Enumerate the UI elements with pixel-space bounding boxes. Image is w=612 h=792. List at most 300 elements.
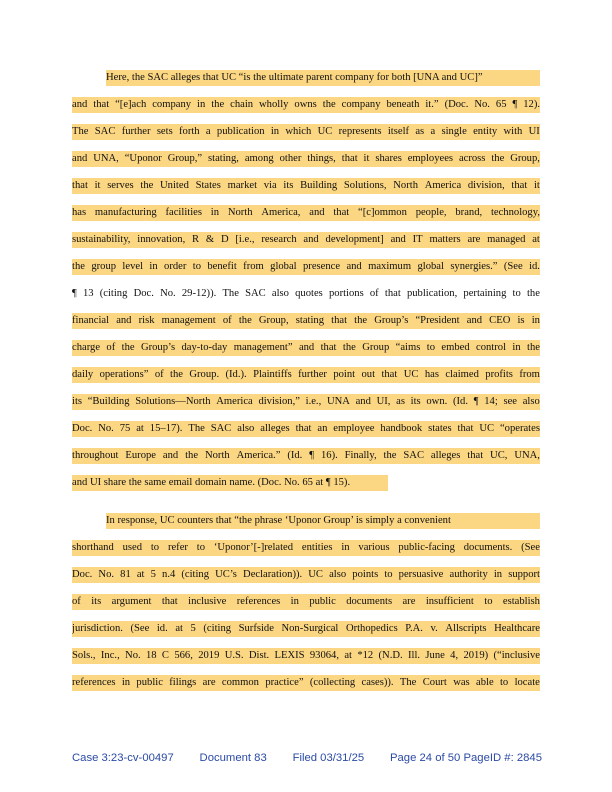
- word: group: [91, 261, 117, 272]
- text-line: [72, 259, 540, 275]
- word: shorthand: [72, 542, 114, 553]
- word: “President: [415, 315, 460, 326]
- word: able: [476, 677, 494, 688]
- word: also: [271, 288, 289, 299]
- text-line: [72, 621, 540, 637]
- word: 2019: [198, 650, 220, 661]
- word: establish: [502, 596, 540, 607]
- word: (citing: [203, 623, 232, 634]
- word: States: [195, 180, 221, 191]
- word: that: [295, 423, 312, 434]
- word: manufacturing: [94, 207, 157, 218]
- word: D: [220, 234, 229, 245]
- word: [i.e.,: [235, 234, 255, 245]
- word: and: [390, 234, 406, 245]
- word: The: [222, 288, 239, 299]
- word: the: [322, 99, 336, 110]
- word: (Id.).: [225, 369, 247, 380]
- word: 2019): [463, 650, 489, 661]
- word: UNA: [326, 396, 350, 407]
- word: Building: [300, 180, 338, 191]
- word: to: [426, 342, 435, 353]
- word: SAC: [94, 126, 116, 137]
- word: Finally,: [344, 450, 377, 461]
- word: America: [216, 396, 253, 407]
- word: 29-12)).: [181, 288, 217, 299]
- word: control: [476, 342, 507, 353]
- word: and: [303, 234, 319, 245]
- word: its: [91, 596, 102, 607]
- word: Sols.,: [72, 650, 96, 661]
- word: Plaintiffs: [253, 369, 292, 380]
- word: daily: [72, 369, 94, 380]
- text-line: [72, 97, 540, 113]
- word: from: [519, 369, 540, 380]
- word: of: [222, 315, 232, 326]
- word: it: [94, 180, 101, 191]
- word: “[e]ach: [115, 99, 147, 110]
- word: a: [205, 126, 211, 137]
- word: its: [72, 396, 83, 407]
- word: research: [261, 234, 297, 245]
- word: points: [352, 569, 379, 580]
- word: are: [402, 596, 416, 607]
- word: chain: [230, 99, 254, 110]
- word: (See: [130, 623, 150, 634]
- word: wholly: [259, 99, 289, 110]
- word: UNA,: [514, 450, 540, 461]
- word: in: [531, 315, 540, 326]
- word: the: [185, 450, 199, 461]
- word: locate: [514, 677, 540, 688]
- word: global: [270, 261, 297, 272]
- word: an: [317, 423, 328, 434]
- word: 4,: [450, 650, 459, 661]
- word: UC: [479, 423, 495, 434]
- word: No.: [160, 288, 176, 299]
- word: entity: [473, 126, 498, 137]
- word: development]: [325, 234, 384, 245]
- word: sets: [156, 126, 173, 137]
- word: also: [237, 423, 255, 434]
- word: owns: [294, 99, 317, 110]
- word: No.: [125, 650, 141, 661]
- word: Group,: [258, 315, 289, 326]
- word: that: [467, 450, 484, 461]
- word: IT: [412, 234, 423, 245]
- word: is: [517, 315, 525, 326]
- word: (See: [521, 542, 540, 553]
- word: and: [116, 315, 132, 326]
- word: persuasive: [398, 569, 444, 580]
- word: n.4: [162, 569, 176, 580]
- word: Group,”: [167, 153, 203, 164]
- word: 18: [145, 650, 157, 661]
- word: see: [503, 396, 517, 407]
- word: that: [320, 342, 337, 353]
- word: managed: [487, 234, 526, 245]
- footer-document-number: Document 83: [199, 752, 267, 764]
- word: and: [298, 342, 315, 353]
- word: “Building: [87, 396, 130, 407]
- word: Doc.: [72, 569, 93, 580]
- word: that: [511, 180, 528, 191]
- word: ¶: [309, 450, 315, 461]
- word: “aims: [395, 342, 421, 353]
- word: has: [72, 207, 87, 218]
- word: at: [136, 423, 144, 434]
- word: common: [221, 677, 259, 688]
- word: and: [355, 396, 371, 407]
- word: No.: [98, 569, 115, 580]
- word: pertaining: [463, 288, 507, 299]
- word: facilities: [165, 207, 202, 218]
- word: brand,: [455, 207, 483, 218]
- word: that: [93, 99, 110, 110]
- word: ¶: [512, 99, 518, 110]
- word: that: [331, 315, 348, 326]
- word: which: [285, 126, 312, 137]
- word: that: [333, 207, 350, 218]
- word: “Uponor: [124, 153, 162, 164]
- word: sustainability,: [72, 234, 131, 245]
- word: presence: [303, 261, 341, 272]
- word: to: [196, 542, 206, 553]
- word: (collecting: [309, 677, 356, 688]
- word: company: [341, 99, 381, 110]
- word: of: [369, 288, 379, 299]
- word: other: [279, 153, 302, 164]
- word: argument: [111, 596, 152, 607]
- word: UC’s: [215, 569, 237, 580]
- word: in: [149, 261, 158, 272]
- word: of: [154, 369, 164, 380]
- word: SAC: [245, 288, 266, 299]
- word: charge: [72, 342, 101, 353]
- word: North: [393, 180, 418, 191]
- word: further: [298, 369, 327, 380]
- word: in: [270, 126, 280, 137]
- word: 5: [190, 623, 196, 634]
- word: support: [508, 569, 540, 580]
- word: 15–17).: [149, 423, 183, 434]
- word: id.: [529, 261, 540, 272]
- word: (citing: [99, 288, 128, 299]
- word: a: [430, 126, 436, 137]
- word: 16).: [320, 450, 338, 461]
- word: references: [72, 677, 116, 688]
- word: “[c]ommon: [358, 207, 407, 218]
- word: also: [522, 396, 540, 407]
- word: Declaration)).: [243, 569, 303, 580]
- word: handbook: [380, 423, 423, 434]
- word: it: [363, 153, 370, 164]
- word: order: [164, 261, 187, 272]
- text-line: [72, 151, 540, 167]
- word: that: [341, 153, 358, 164]
- word: stating,: [208, 153, 239, 164]
- word: that: [381, 369, 398, 380]
- word: various: [358, 542, 390, 553]
- word: practice”: [265, 677, 304, 688]
- word: C: [161, 650, 169, 661]
- word: as: [396, 396, 405, 407]
- word: from: [243, 261, 264, 272]
- word: CEO: [489, 315, 511, 326]
- word: America,: [261, 207, 301, 218]
- word: publication: [216, 126, 265, 137]
- word: filings: [169, 677, 197, 688]
- word: &: [205, 234, 215, 245]
- word: and: [466, 315, 483, 326]
- word: of: [72, 596, 81, 607]
- word: 81: [120, 569, 131, 580]
- word: financial: [72, 315, 110, 326]
- word: inclusive: [188, 596, 227, 607]
- word: 14;: [484, 396, 498, 407]
- word: that: [457, 423, 474, 434]
- word: management”: [233, 342, 293, 353]
- word: Court: [422, 677, 447, 688]
- word: public: [309, 596, 336, 607]
- word: technology,: [490, 207, 540, 218]
- word: Solutions,: [343, 180, 387, 191]
- word: the: [354, 315, 368, 326]
- word: Group,: [510, 153, 540, 164]
- word: the: [140, 180, 154, 191]
- word: 566,: [174, 650, 193, 661]
- text-line: [72, 675, 540, 691]
- word: stating: [295, 315, 324, 326]
- word: i.e.,: [305, 396, 322, 407]
- word: things,: [307, 153, 336, 164]
- word: portions: [328, 288, 364, 299]
- word: v.: [430, 623, 438, 634]
- word: entities: [301, 542, 333, 553]
- word: refer: [167, 542, 188, 553]
- word: point: [333, 369, 356, 380]
- word: The: [399, 677, 417, 688]
- word: Healthcare: [494, 623, 540, 634]
- word: with: [503, 126, 523, 137]
- word: public: [136, 677, 163, 688]
- word: 93064,: [309, 650, 339, 661]
- word: Surfside: [238, 623, 274, 634]
- word: United: [160, 180, 189, 191]
- word: America: [424, 180, 462, 191]
- word: operations”: [99, 369, 149, 380]
- word: publication,: [406, 288, 458, 299]
- word: Orthopedics: [345, 623, 398, 634]
- word: June: [425, 650, 445, 661]
- word: to: [512, 288, 521, 299]
- word: the: [527, 342, 540, 353]
- word: maximum: [368, 261, 412, 272]
- word: to: [150, 542, 160, 553]
- word: in: [210, 207, 220, 218]
- word: benefit: [207, 261, 237, 272]
- word: as: [415, 126, 425, 137]
- word: ¶: [473, 396, 479, 407]
- word: matters: [429, 234, 461, 245]
- word: profits: [485, 369, 513, 380]
- word: North: [227, 207, 253, 218]
- word: used: [122, 542, 143, 553]
- text-line: In response, UC counters that “the phrase ‘Uponor Group’ is simply a convenient: [106, 513, 540, 529]
- word: that: [161, 596, 178, 607]
- word: and: [72, 153, 88, 164]
- word: UC,: [490, 450, 508, 461]
- word: are: [202, 677, 216, 688]
- word: day-to-day: [181, 342, 228, 353]
- word: No.: [98, 423, 114, 434]
- word: and: [162, 450, 179, 461]
- word: at: [136, 569, 145, 580]
- word: it.”: [425, 99, 439, 110]
- text-line: [72, 540, 540, 556]
- word: cases)).: [361, 677, 394, 688]
- word: and: [346, 261, 362, 272]
- word: LEXIS: [274, 650, 305, 661]
- word: Group: [362, 342, 390, 353]
- text-line: [72, 232, 540, 248]
- word: Group’s: [140, 342, 176, 353]
- word: America.”: [236, 450, 281, 461]
- word: states: [428, 423, 452, 434]
- word: in: [121, 677, 131, 688]
- word: Europe: [125, 450, 156, 461]
- word: references: [236, 596, 281, 607]
- word: (N.D.: [378, 650, 403, 661]
- text-line: [72, 205, 540, 221]
- text-line: [72, 313, 540, 329]
- word: single: [441, 126, 467, 137]
- word: alleges: [430, 450, 461, 461]
- footer-filed-date: Filed 03/31/25: [292, 752, 365, 764]
- word: (Id.: [287, 450, 303, 461]
- word: Doc.: [72, 423, 93, 434]
- footer-case-number: Case 3:23-cv-00497: [72, 752, 174, 764]
- word: UC: [308, 569, 323, 580]
- word: division,: [467, 180, 505, 191]
- word: its: [410, 396, 421, 407]
- word: risk: [138, 315, 155, 326]
- word: UI: [528, 126, 540, 137]
- word: the: [383, 450, 397, 461]
- text-line: [72, 448, 540, 464]
- word: global: [417, 261, 444, 272]
- word: in: [512, 342, 521, 353]
- word: its: [283, 180, 294, 191]
- word: 12).: [523, 99, 540, 110]
- word: documents: [346, 596, 393, 607]
- word: Solutions—North: [135, 396, 211, 407]
- word: was: [453, 677, 470, 688]
- word: ¶: [72, 288, 77, 299]
- word: in: [197, 99, 206, 110]
- word: (“inclusive: [493, 650, 540, 661]
- word: has: [424, 369, 439, 380]
- page-footer: [72, 752, 542, 768]
- word: are: [467, 234, 481, 245]
- text-line: [72, 567, 540, 583]
- word: the: [170, 369, 183, 380]
- word: beneath: [386, 99, 420, 110]
- word: insufficient: [425, 596, 474, 607]
- word: to: [499, 677, 509, 688]
- word: employee: [333, 423, 375, 434]
- word: 5: [150, 569, 156, 580]
- word: of: [106, 342, 116, 353]
- word: itself: [387, 126, 410, 137]
- word: own.: [426, 396, 448, 407]
- word: synergies.”: [450, 261, 498, 272]
- word: SAC: [403, 450, 425, 461]
- word: 75: [119, 423, 131, 434]
- word: U.S.: [224, 650, 244, 661]
- word: that: [72, 180, 88, 191]
- word: UNA,: [93, 153, 119, 164]
- word: to: [484, 596, 493, 607]
- word: SAC: [210, 423, 232, 434]
- word: North: [204, 450, 230, 461]
- footer-page-info: Page 24 of 50 PageID #: 2845: [389, 752, 542, 764]
- text-line: [72, 367, 540, 383]
- word: at: [532, 234, 540, 245]
- word: Dist.: [248, 650, 270, 661]
- word: in: [290, 596, 299, 607]
- word: Ill.: [408, 650, 421, 661]
- word: claimed: [445, 369, 479, 380]
- text-line: [72, 594, 540, 610]
- word: further: [121, 126, 151, 137]
- word: out: [361, 369, 376, 380]
- word: it: [533, 180, 540, 191]
- word: P.A.: [405, 623, 423, 634]
- word: forth: [179, 126, 200, 137]
- word: Group.: [189, 369, 220, 380]
- word: shares: [375, 153, 402, 164]
- word: among: [244, 153, 274, 164]
- word: throughout: [72, 450, 119, 461]
- text-line: [72, 286, 540, 302]
- word: to: [192, 261, 201, 272]
- word: 65: [495, 99, 507, 110]
- word: (Doc.: [444, 99, 469, 110]
- word: employees: [407, 153, 454, 164]
- word: embed: [441, 342, 470, 353]
- word: via: [263, 180, 277, 191]
- word: Doc.: [133, 288, 154, 299]
- word: (Id.: [452, 396, 468, 407]
- word: the: [72, 261, 85, 272]
- word: documents.: [463, 542, 513, 553]
- word: The: [72, 126, 89, 137]
- word: The: [188, 423, 205, 434]
- word: across: [458, 153, 486, 164]
- word: jurisdiction.: [72, 623, 123, 634]
- word: Inc.,: [100, 650, 120, 661]
- text-line: [72, 394, 540, 410]
- word: people,: [415, 207, 447, 218]
- word: the: [121, 342, 135, 353]
- word: that: [384, 288, 401, 299]
- word: the: [342, 342, 356, 353]
- word: at: [344, 650, 352, 661]
- word: management: [161, 315, 216, 326]
- text-line: and UI share the same email domain name. (Doc. No. 65 at ¶ 15).: [72, 475, 388, 491]
- word: (citing: [181, 569, 210, 580]
